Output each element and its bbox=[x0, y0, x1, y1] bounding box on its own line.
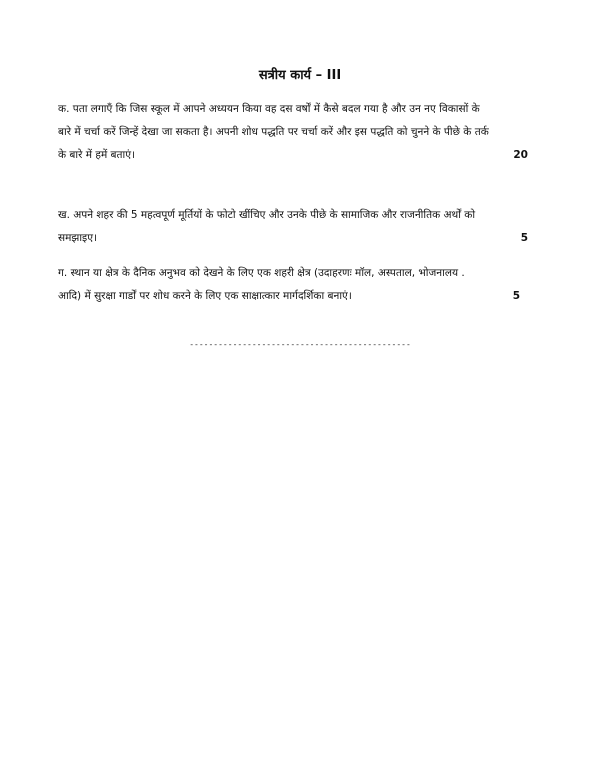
page-title: सत्रीय कार्य – III bbox=[258, 68, 342, 83]
question-c bbox=[58, 262, 520, 308]
question-a-text: क. पता लगाएँ कि जिस स्कूल में आपने अध्ययन किया वह दस वर्षों में कैसे बदल गया है और उन नए विकासों के बारे में चर्चा करें जिन्हें देखा जा सकता है। अपनी शोध पद्धति पर चर्चा करें और इस पद्धति को चुनने के पीछे के तर्क के बारे में हमें बताएं। bbox=[58, 103, 489, 161]
question-b-marks: 5 bbox=[520, 232, 528, 244]
question-c-text: ग. स्थान या क्षेत्र के दैनिक अनुभव को देखने के लिए एक शहरी क्षेत्र (उदाहरणः मॉल, अस्पताल, भोजनालय . आदि) में सुरक्षा गार्डों पर शोध करने के लिए एक साक्षात्कार मार्गदर्शिका बनाएं। bbox=[58, 267, 465, 302]
question-a bbox=[58, 98, 528, 167]
question-a-marks: 20 bbox=[513, 149, 528, 161]
question-b bbox=[58, 204, 528, 250]
question-c-marks: 5 bbox=[512, 290, 520, 302]
end-separator: ---------------------------------------------- bbox=[189, 340, 411, 349]
question-b-text: ख. अपने शहर की 5 महत्वपूर्ण मूर्तियों के फोटो खींचिए और उनके पीछे के सामाजिक और राजनीतिक अर्थों को समझाइए। bbox=[58, 209, 476, 244]
